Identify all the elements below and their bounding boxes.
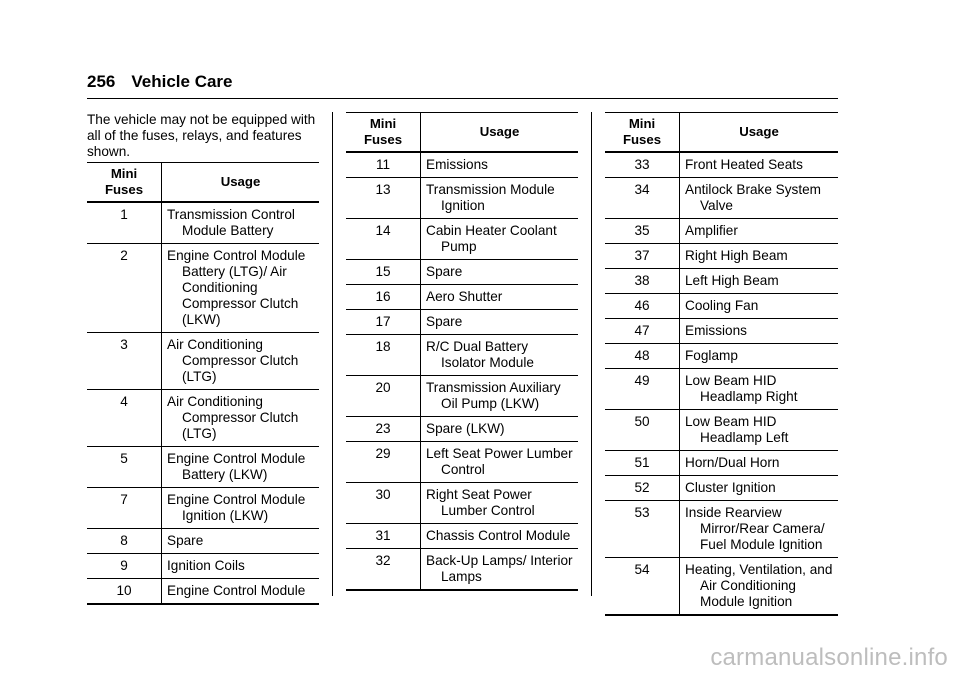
fuse-usage bbox=[162, 529, 320, 554]
fuse-table-1 bbox=[87, 162, 319, 605]
fuse-usage bbox=[162, 447, 320, 488]
fuse-usage-text: Air Conditioning Compressor Clutch (LTG) bbox=[167, 337, 299, 384]
table-row bbox=[87, 333, 319, 390]
fuse-number: 18 bbox=[346, 335, 421, 376]
table-row bbox=[346, 285, 578, 310]
fuse-usage bbox=[680, 294, 839, 319]
table-row bbox=[87, 488, 319, 529]
fuse-number: 1 bbox=[87, 202, 162, 244]
fuse-table-2 bbox=[346, 112, 578, 591]
page-header bbox=[87, 72, 233, 92]
fuse-number: 34 bbox=[605, 178, 680, 219]
header-mini-fuses bbox=[605, 113, 680, 153]
header-usage: Usage bbox=[421, 113, 579, 153]
fuse-usage bbox=[421, 549, 579, 591]
fuse-usage-text: Spare (LKW) bbox=[426, 421, 505, 436]
fuse-number: 35 bbox=[605, 219, 680, 244]
table-row bbox=[605, 319, 838, 344]
fuse-number: 38 bbox=[605, 269, 680, 294]
fuse-number: 9 bbox=[87, 554, 162, 579]
section-title: Vehicle Care bbox=[131, 72, 233, 91]
table-row bbox=[605, 219, 838, 244]
fuse-usage bbox=[421, 417, 579, 442]
fuse-usage-text: Emissions bbox=[685, 323, 747, 338]
fuse-usage-text: Inside Rearview Mirror/Rear Camera/ Fuel Module Ignition bbox=[685, 505, 825, 552]
header-text: Mini bbox=[110, 166, 138, 181]
fuse-usage bbox=[421, 152, 579, 178]
fuse-usage-text: Emissions bbox=[426, 157, 488, 172]
fuse-usage-text: Engine Control Module Battery (LTG)/ Air Conditioning Compressor Clutch (LKW) bbox=[167, 248, 306, 327]
fuse-number: 51 bbox=[605, 451, 680, 476]
fuse-number: 33 bbox=[605, 152, 680, 178]
column-divider bbox=[332, 112, 333, 596]
fuse-number: 37 bbox=[605, 244, 680, 269]
fuse-usage-text: Ignition Coils bbox=[167, 558, 245, 573]
table-header-row bbox=[605, 113, 838, 153]
table-row bbox=[605, 294, 838, 319]
fuse-usage bbox=[421, 335, 579, 376]
table-row bbox=[605, 344, 838, 369]
fuse-usage bbox=[680, 269, 839, 294]
header-text: Fuses bbox=[622, 132, 662, 147]
table-row bbox=[346, 376, 578, 417]
header-mini-fuses bbox=[346, 113, 421, 153]
fuse-usage-text: Back-Up Lamps/ Interior Lamps bbox=[426, 553, 573, 584]
fuse-number: 47 bbox=[605, 319, 680, 344]
fuse-usage bbox=[421, 442, 579, 483]
table-row bbox=[346, 442, 578, 483]
header-mini-fuses bbox=[87, 163, 162, 203]
header-text: Fuses bbox=[104, 182, 144, 197]
fuse-number: 52 bbox=[605, 476, 680, 501]
fuse-usage-text: Left High Beam bbox=[685, 273, 779, 288]
table-row bbox=[87, 447, 319, 488]
header-usage: Usage bbox=[162, 163, 320, 203]
fuse-usage-text: Spare bbox=[426, 314, 463, 329]
fuse-usage-text: Right Seat Power Lumber Control bbox=[426, 487, 535, 518]
table-row bbox=[605, 451, 838, 476]
watermark: carmanualsonline.info bbox=[710, 644, 948, 671]
column-divider bbox=[591, 112, 592, 596]
column-2 bbox=[346, 112, 578, 591]
table-row bbox=[605, 501, 838, 558]
table-row bbox=[346, 219, 578, 260]
table-row bbox=[346, 417, 578, 442]
fuse-usage-text: R/C Dual Battery Isolator Module bbox=[426, 339, 534, 370]
fuse-usage bbox=[680, 344, 839, 369]
fuse-usage bbox=[680, 244, 839, 269]
intro-note: The vehicle may not be equipped with all of the fuses, relays, and features shown. bbox=[87, 112, 316, 159]
fuse-usage bbox=[421, 219, 579, 260]
fuse-number: 20 bbox=[346, 376, 421, 417]
fuse-number: 15 bbox=[346, 260, 421, 285]
fuse-number: 4 bbox=[87, 390, 162, 447]
fuse-number: 54 bbox=[605, 558, 680, 616]
fuse-usage-text: Transmission Control Module Battery bbox=[167, 207, 295, 238]
fuse-usage bbox=[162, 390, 320, 447]
fuse-number: 30 bbox=[346, 483, 421, 524]
table-row bbox=[605, 476, 838, 501]
fuse-usage-text: Amplifier bbox=[685, 223, 738, 238]
fuse-usage-text: Chassis Control Module bbox=[426, 528, 571, 543]
fuse-usage-text: Cabin Heater Coolant Pump bbox=[426, 223, 557, 254]
table-row bbox=[87, 390, 319, 447]
fuse-usage-text: Left Seat Power Lumber Control bbox=[426, 446, 573, 477]
fuse-usage-text: Foglamp bbox=[685, 348, 738, 363]
fuse-number: 16 bbox=[346, 285, 421, 310]
fuse-usage bbox=[680, 152, 839, 178]
table-row bbox=[346, 335, 578, 376]
fuse-number: 14 bbox=[346, 219, 421, 260]
table-row bbox=[346, 524, 578, 549]
fuse-number: 48 bbox=[605, 344, 680, 369]
fuse-number: 31 bbox=[346, 524, 421, 549]
fuse-number: 50 bbox=[605, 410, 680, 451]
table-row bbox=[605, 178, 838, 219]
table-row bbox=[605, 410, 838, 451]
table-row bbox=[346, 310, 578, 335]
table-row bbox=[87, 202, 319, 244]
fuse-number: 17 bbox=[346, 310, 421, 335]
fuse-usage bbox=[680, 319, 839, 344]
fuse-usage-text: Horn/Dual Horn bbox=[685, 455, 780, 470]
fuse-usage-text: Spare bbox=[426, 264, 463, 279]
fuse-usage bbox=[680, 501, 839, 558]
fuse-table-3 bbox=[605, 112, 838, 616]
header-rule bbox=[87, 98, 838, 99]
table-row bbox=[605, 369, 838, 410]
table-row bbox=[346, 152, 578, 178]
fuse-number: 11 bbox=[346, 152, 421, 178]
fuse-number: 29 bbox=[346, 442, 421, 483]
header-usage: Usage bbox=[680, 113, 839, 153]
fuse-usage bbox=[162, 202, 320, 244]
fuse-usage bbox=[421, 483, 579, 524]
header-text: Fuses bbox=[363, 132, 403, 147]
fuse-usage-text: Transmission Auxiliary Oil Pump (LKW) bbox=[426, 380, 561, 411]
fuse-number: 7 bbox=[87, 488, 162, 529]
table-row bbox=[605, 269, 838, 294]
fuse-usage bbox=[421, 524, 579, 549]
column-1 bbox=[87, 112, 319, 605]
fuse-usage bbox=[421, 310, 579, 335]
fuse-usage bbox=[421, 178, 579, 219]
fuse-usage bbox=[421, 285, 579, 310]
fuse-usage-text: Front Heated Seats bbox=[685, 157, 803, 172]
fuse-number: 5 bbox=[87, 447, 162, 488]
fuse-usage-text: Spare bbox=[167, 533, 204, 548]
column-3 bbox=[605, 112, 838, 616]
fuse-usage bbox=[680, 451, 839, 476]
fuse-usage-text: Aero Shutter bbox=[426, 289, 503, 304]
fuse-usage bbox=[421, 376, 579, 417]
header-text: Mini bbox=[628, 116, 656, 131]
table-row bbox=[87, 529, 319, 554]
fuse-usage-text: Engine Control Module bbox=[167, 583, 306, 598]
fuse-usage-text: Low Beam HID Headlamp Right bbox=[685, 373, 798, 404]
fuse-number: 49 bbox=[605, 369, 680, 410]
fuse-usage bbox=[680, 178, 839, 219]
fuse-usage-text: Engine Control Module Battery (LKW) bbox=[167, 451, 306, 482]
fuse-usage-text: Engine Control Module Ignition (LKW) bbox=[167, 492, 306, 523]
fuse-usage bbox=[162, 333, 320, 390]
fuse-number: 3 bbox=[87, 333, 162, 390]
table-row bbox=[605, 244, 838, 269]
fuse-number: 23 bbox=[346, 417, 421, 442]
fuse-number: 32 bbox=[346, 549, 421, 591]
fuse-usage bbox=[162, 554, 320, 579]
header-text: Mini bbox=[369, 116, 397, 131]
fuse-usage-text: Antilock Brake System Valve bbox=[685, 182, 821, 213]
fuse-usage-text: Transmission Module Ignition bbox=[426, 182, 555, 213]
table-row bbox=[605, 558, 838, 616]
table-row bbox=[87, 579, 319, 605]
fuse-usage bbox=[421, 260, 579, 285]
fuse-number: 2 bbox=[87, 244, 162, 333]
table-row bbox=[346, 260, 578, 285]
fuse-number: 53 bbox=[605, 501, 680, 558]
fuse-usage bbox=[680, 219, 839, 244]
fuse-usage bbox=[680, 476, 839, 501]
table-row bbox=[346, 483, 578, 524]
fuse-usage-text: Air Conditioning Compressor Clutch (LTG) bbox=[167, 394, 299, 441]
fuse-usage-text: Low Beam HID Headlamp Left bbox=[685, 414, 789, 445]
table-row bbox=[87, 244, 319, 333]
fuse-number: 8 bbox=[87, 529, 162, 554]
table-row bbox=[346, 178, 578, 219]
fuse-usage-text: Cooling Fan bbox=[685, 298, 759, 313]
fuse-usage-text: Heating, Ventilation, and Air Conditioning Module Ignition bbox=[685, 562, 833, 609]
page-number: 256 bbox=[87, 72, 116, 91]
table-row bbox=[605, 152, 838, 178]
fuse-usage-text: Cluster Ignition bbox=[685, 480, 776, 495]
table-header-row bbox=[87, 163, 319, 203]
table-header-row bbox=[346, 113, 578, 153]
fuse-usage bbox=[162, 244, 320, 333]
table-row bbox=[346, 549, 578, 591]
fuse-usage bbox=[680, 410, 839, 451]
fuse-usage bbox=[162, 488, 320, 529]
fuse-usage-text: Right High Beam bbox=[685, 248, 788, 263]
fuse-number: 10 bbox=[87, 579, 162, 605]
table-row bbox=[87, 554, 319, 579]
fuse-usage bbox=[680, 558, 839, 616]
fuse-number: 46 bbox=[605, 294, 680, 319]
fuse-number: 13 bbox=[346, 178, 421, 219]
fuse-usage bbox=[162, 579, 320, 605]
fuse-usage bbox=[680, 369, 839, 410]
